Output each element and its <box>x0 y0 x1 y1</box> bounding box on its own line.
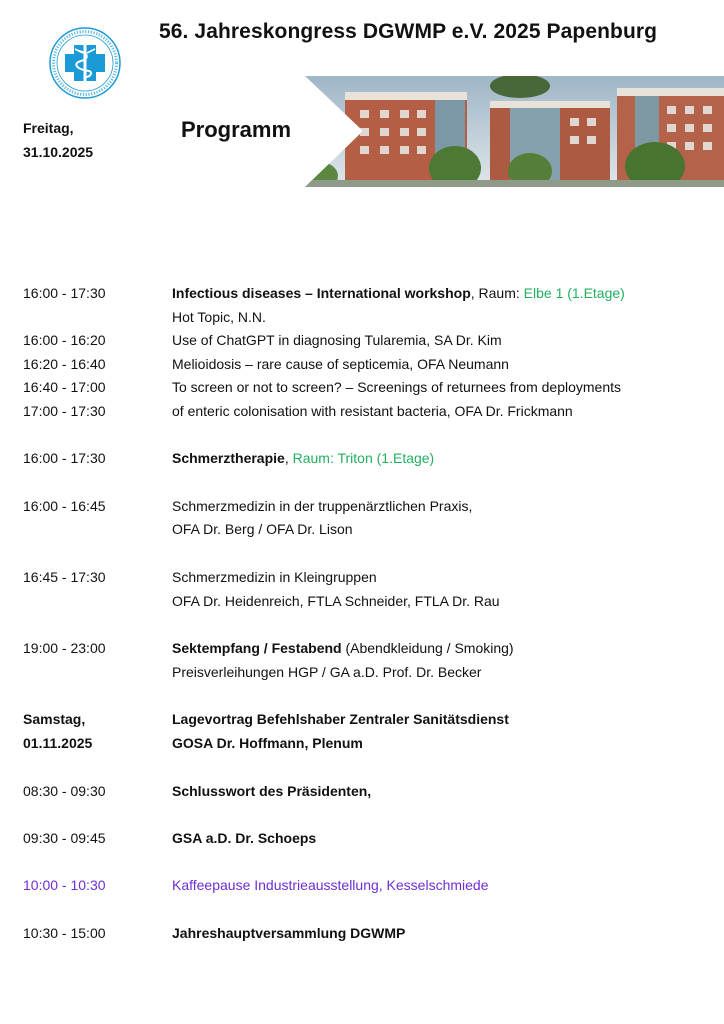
talk-text: To screen or not to screen? – Screenings of returnees from deployments <box>172 379 622 395</box>
talk-line2: OFA Dr. Heidenreich, FTLA Schneider, FTLA Dr. Rau <box>172 592 500 609</box>
session-sep: , Raum: <box>470 285 524 301</box>
talk-time: 17:00 - 17:30 <box>23 402 106 419</box>
saturday-weekday: Samstag, <box>23 711 86 727</box>
congress-title: 56. Jahreskongress DGWMP e.V. 2025 Papenburg <box>159 20 658 43</box>
talk-time: 16:00 - 16:20 <box>23 332 106 348</box>
saturday-label <box>23 708 92 755</box>
saturday-line1: Lagevortrag Befehlshaber Zentraler Sanitätsdienst <box>172 711 509 727</box>
event-time: 19:00 - 23:00 <box>23 640 106 656</box>
talk-text: Use of ChatGPT in diagnosing Tularemia, SA Dr. Kim <box>172 332 502 348</box>
session-room: Raum: Triton (1.Etage) <box>292 450 435 466</box>
event-text: Schlusswort des Präsidenten, <box>172 782 372 799</box>
talk-text: Melioidosis – rare cause of septicemia, OFA Neumann <box>172 355 509 372</box>
session-title: Schmerztherapie <box>172 450 285 466</box>
venue-building-image <box>305 76 724 187</box>
talk-line2: OFA Dr. Berg / OFA Dr. Lison <box>172 521 353 537</box>
session-room: Elbe 1 (1.Etage) <box>523 285 625 301</box>
talk-desc <box>172 566 500 613</box>
session-desc <box>172 282 625 329</box>
session-time: 16:00 - 17:30 <box>23 285 106 301</box>
event-time: 10:30 - 15:00 <box>23 925 106 941</box>
friday-date: 31.10.2025 <box>23 143 94 160</box>
event-time: 09:30 - 09:45 <box>23 829 106 846</box>
event-desc <box>172 637 514 684</box>
friday-weekday: Freitag, <box>23 120 74 136</box>
session-title: Infectious diseases – International workshop <box>172 285 471 301</box>
event-rest: (Abendkleidung / Smoking) <box>341 640 514 656</box>
friday-label <box>23 116 93 163</box>
event-text: Jahreshauptversammlung DGWMP <box>172 925 406 941</box>
talk-line1: Schmerzmedizin in Kleingruppen <box>172 569 377 585</box>
talk-time: 16:40 - 17:00 <box>23 379 106 395</box>
session-sep: , <box>284 450 293 466</box>
saturday-date: 01.11.2025 <box>23 734 93 751</box>
talk-time: 16:20 - 16:40 <box>23 355 106 372</box>
program-heading: Programm <box>181 117 292 142</box>
talk-line1: Schmerzmedizin in der truppenärztlichen Praxis, <box>172 497 473 514</box>
talk-text: of enteric colonisation with resistant bacteria, OFA Dr. Frickmann <box>172 402 573 419</box>
event-line2: Preisverleihungen HGP / GA a.D. Prof. Dr. Becker <box>172 663 482 680</box>
event-title: Sektempfang / Festabend <box>172 640 342 656</box>
dgwmp-logo-icon <box>49 27 121 99</box>
session-time: 16:00 - 17:30 <box>23 450 106 466</box>
event-text: Kaffeepause Industrieausstellung, Kesselschmiede <box>172 877 489 893</box>
talk-time: 16:45 - 17:30 <box>23 569 106 585</box>
event-time: 10:00 - 10:30 <box>23 877 106 893</box>
event-text: GSA a.D. Dr. Schoeps <box>172 829 317 846</box>
talk-desc <box>172 495 472 542</box>
saturday-line2: GOSA Dr. Hoffmann, Plenum <box>172 734 363 751</box>
session-line2: Hot Topic, N.N. <box>172 308 266 325</box>
event-time: 08:30 - 09:30 <box>23 782 106 799</box>
talk-time: 16:00 - 16:45 <box>23 497 106 514</box>
session-desc <box>172 447 434 471</box>
saturday-desc <box>172 708 509 755</box>
